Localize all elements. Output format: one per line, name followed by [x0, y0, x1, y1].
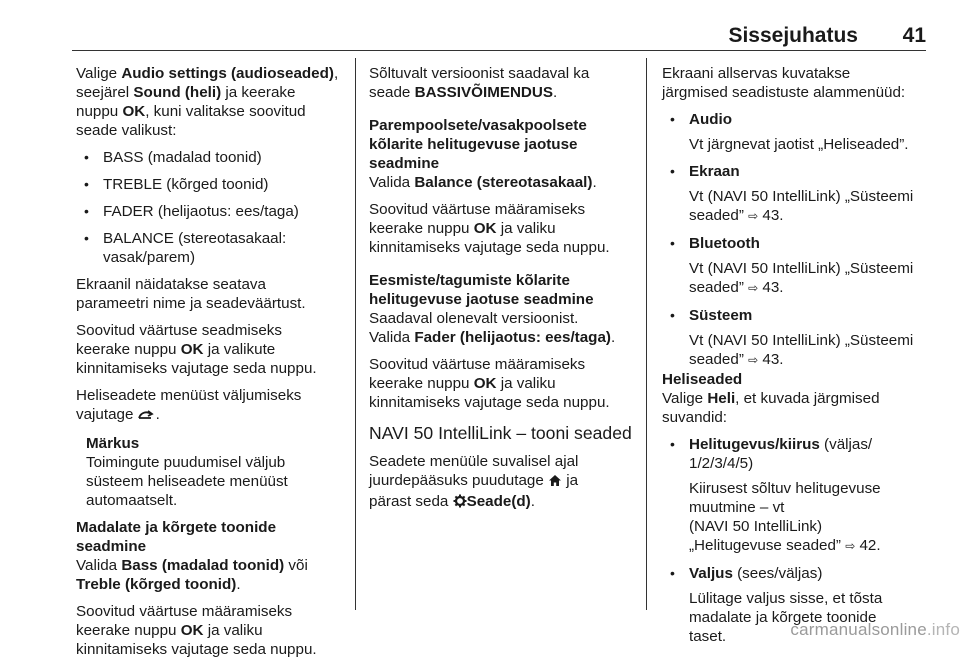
paragraph: Saadaval olenevalt versioonist. Valida Fader (helijaotus: ees/taga). — [369, 310, 616, 346]
page-ref-icon: ⇨ — [845, 539, 856, 553]
section-heading: Madalate ja kõrgete toonide seadmine — [76, 519, 277, 555]
list-item: • TREBLE (kõrged toonid) — [76, 175, 348, 194]
page-ref-icon: ⇨ — [748, 353, 759, 367]
section-heading: Parempoolsete/vasakpoolsete kõlarite helitugevuse jaotuse seadmine — [369, 117, 587, 172]
back-icon — [138, 407, 156, 426]
list-item: • Bluetooth Vt (NAVI 50 IntelliLink) „Süsteemi seaded” ⇨ 43. — [662, 234, 930, 298]
paragraph: Ekraani allservas kuvatakse järgmised seadistuste alammenüüd: — [662, 65, 906, 101]
paragraph: Ekraanil näidatakse seatava parameetri nime ja seadeväärtust. — [76, 276, 306, 312]
list-item: • FADER (helijaotus: ees/taga) — [76, 202, 348, 221]
list-item: • Helitugevus/kiirus (väljas/ 1/2/3/4/5) Kiirusest sõltuv helitugevuse muutmine – vt (NAVI 50 IntelliLink) „Helitugevuse seaded” ⇨ 42. — [662, 435, 930, 556]
column-3 — [662, 64, 930, 654]
column-divider-1 — [355, 58, 356, 610]
paragraph: Heliseadete menüüst väljumiseks vajutage . — [76, 386, 348, 426]
section-title: NAVI 50 IntelliLink – tooni seaded — [369, 423, 632, 443]
list-item: • BALANCE (stereotasakaal: vasak/parem) — [76, 229, 348, 267]
page-header — [72, 0, 926, 54]
paragraph: Seadete menüüle suvalisel ajal juurdepääsuks puudutage ja pärast seda Seade(d). — [369, 452, 641, 513]
page-ref-icon: ⇨ — [748, 209, 759, 223]
list-item: • BASS (madalad toonid) — [76, 148, 348, 167]
page-title: Sissejuhatus — [728, 24, 858, 47]
paragraph: Valida Balance (stereotasakaal). — [369, 174, 597, 191]
paragraph: Valige Heli, et kuvada järgmised suvandid: — [662, 390, 880, 426]
watermark: carmanualsonline.info — [790, 620, 960, 639]
paragraph: Soovitud väärtuse määramiseks keerake nuppu OK ja valiku kinnitamiseks vajutage seda nuppu. — [369, 356, 610, 411]
list-item: • Ekraan Vt (NAVI 50 IntelliLink) „Süsteemi seaded” ⇨ 43. — [662, 162, 930, 226]
note-title: Märkus — [86, 435, 140, 452]
paragraph: Valige Audio settings (audioseaded), seejärel Sound (heli) ja keerake nuppu OK, kuni valitakse soovitud seade valikust: — [76, 65, 339, 139]
section-heading: Heliseaded — [662, 371, 743, 388]
list-item: • Audio Vt järgnevat jaotist „Heliseaded”. — [662, 110, 930, 154]
section-heading: Eesmiste/tagumiste kõlarite helitugevuse jaotuse seadmine — [369, 272, 594, 308]
column-2 — [369, 64, 641, 521]
home-icon — [548, 473, 562, 492]
note-box: Märkus Toimingute puudumisel väljub süsteem heliseadete menüüst automaatselt. — [76, 434, 348, 510]
page-number: 41 — [902, 24, 926, 47]
list-item: • Süsteem Vt (NAVI 50 IntelliLink) „Süsteemi seaded” ⇨ 43. — [662, 306, 930, 370]
column-1 — [76, 64, 348, 667]
page-ref-icon: ⇨ — [748, 281, 759, 295]
paragraph: Sõltuvalt versioonist saadaval ka seade BASSIVÕIMENDUS. — [369, 65, 590, 101]
gear-icon — [453, 494, 467, 513]
paragraph: Soovitud väärtuse määramiseks keerake nuppu OK ja valiku kinnitamiseks vajutage seda nuppu. — [369, 201, 610, 256]
list-item: • Valjus (sees/väljas) Lülitage valjus sisse, et tõsta madalate ja kõrgete toonide taset. — [662, 564, 930, 646]
column-divider-2 — [646, 58, 647, 610]
paragraph: Valida Bass (madalad toonid) või Treble (kõrged toonid). — [76, 557, 308, 593]
paragraph: Soovitud väärtuse seadmiseks keerake nuppu OK ja valikute kinnitamiseks vajutage seda nuppu. — [76, 322, 317, 377]
paragraph: Soovitud väärtuse määramiseks keerake nuppu OK ja valiku kinnitamiseks vajutage seda nuppu. — [76, 603, 317, 658]
header-divider — [72, 50, 926, 51]
